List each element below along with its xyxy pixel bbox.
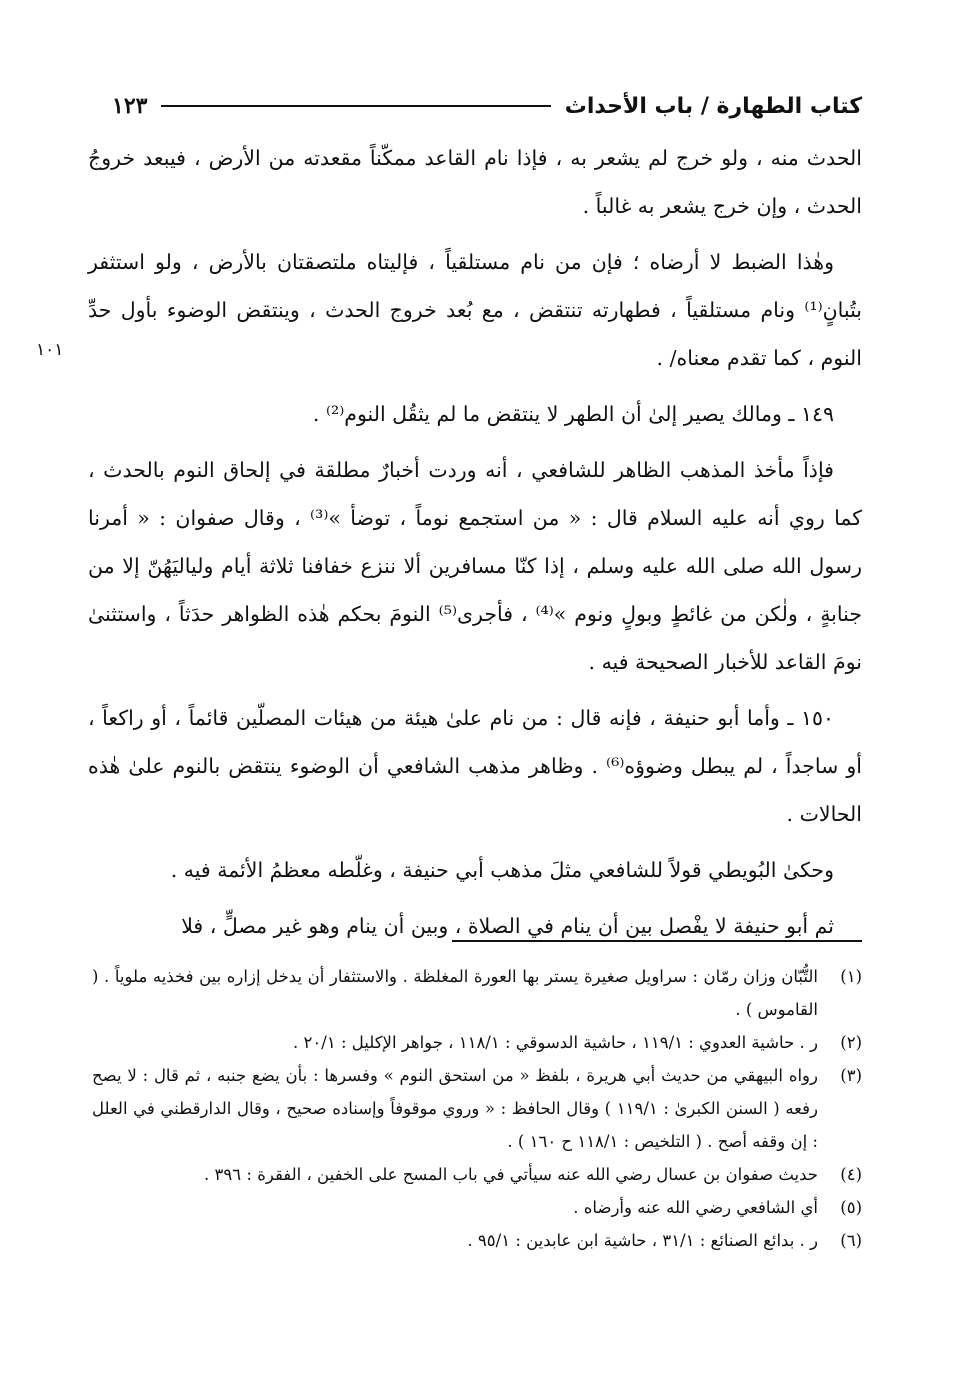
footnote — [92, 1158, 862, 1191]
footnote-number: (٤) — [840, 1165, 862, 1184]
page-header — [112, 86, 862, 126]
main-text — [88, 134, 862, 950]
running-title: كتاب الطهارة / باب الأحداث — [564, 93, 862, 119]
footnote-number: (٦) — [840, 1231, 862, 1250]
footnote-separator — [452, 940, 862, 942]
footnote-text: التُّبّان وزان رمّان : سراويل صغيرة يستر بها العورة المغلظة . والاستثفار أن يدخل إزاره بين فخذيه ملوياً . ( القاموس ) . — [92, 967, 818, 1019]
footnote — [92, 1026, 862, 1059]
paragraph-150: ١٥٠ ـ وأما أبو حنيفة ، فإنه قال : من نام علىٰ هيئة من هيئات المصلّين قائماً ، أو راكعاً ، أو ساجداً ، لم يبطل وضوؤه⁽⁶⁾ . وظاهر مذهب الشافعي أن الوضوء ينتقض بالنوم علىٰ هٰذه الحالات . — [88, 706, 862, 826]
paragraph: فإذاً مأخذ المذهب الظاهر للشافعي ، أنه وردت أخبارٌ مطلقة في إلحاق النوم بالحدث ، كما روي أنه عليه السلام قال : « من استجمع نوماً ، توضأ »⁽³⁾ ، وقال صفوان : « أمرنا رسول الله صلى الله عليه وسلم ، إذا كنّا مسافرين ألا ننزع خفافنا ثلاثة أيام ولياليَهُنّ إلا من جنابةٍ ، ولٰكن من غائطٍ وبولٍ ونوم »⁽⁴⁾ ، فأجرى⁽⁵⁾ النومَ بحكم هٰذه الظواهر حدَثاً ، واستثنىٰ نومَ القاعد للأخبار الصحيحة فيه . — [88, 458, 862, 674]
footnote-text: ر . بدائع الصنائع : ٣١/١ ، حاشية ابن عابدين : ٩٥/١ . — [467, 1231, 818, 1250]
footnote — [92, 960, 862, 1026]
footnote — [92, 1224, 862, 1257]
page-number: ١٢٣ — [112, 93, 148, 119]
paragraph: وحكىٰ البُويطي قولاً للشافعي مثلَ مذهب أبي حنيفة ، وغلّطه معظمُ الأئمة فيه . — [170, 858, 834, 882]
footnotes — [92, 960, 862, 1257]
paragraph-149: ١٤٩ ـ ومالك يصير إلىٰ أن الطهر لا ينتقض ما لم يثقُل النوم⁽²⁾ . — [312, 402, 834, 426]
footnote — [92, 1191, 862, 1224]
footnote-text: رواه البيهقي من حديث أبي هريرة ، بلفظ « من استحق النوم » وفسرها : بأن يضع جنبه ، ثم قال : لا يصح رفعه ( السنن الكبرىٰ : ١١٩/١ ) وقال الحافظ : « وروي موقوفاً وإسناده صحيح ، وقال الدارقطني في العلل : إن وقفه أصح . ( التلخيص : ١١٨/١ ح ١٦٠ ) . — [92, 1066, 819, 1151]
footnote-number: (٥) — [840, 1198, 862, 1217]
footnote-text: أي الشافعي رضي الله عنه وأرضاه . — [573, 1198, 818, 1217]
footnote-text: ر . حاشية العدوي : ١١٩/١ ، حاشية الدسوقي : ١١٨/١ ، جواهر الإكليل : ٢٠/١ . — [293, 1033, 818, 1052]
footnote — [92, 1059, 862, 1158]
footnote-number: (٣) — [840, 1066, 862, 1085]
paragraph: الحدث منه ، ولو خرج لم يشعر به ، فإذا نام القاعد ممكّناً مقعدته من الأرض ، فيبعد خروجُ الحدث ، وإن خرج يشعر به غالباً . — [88, 146, 862, 218]
footnote-number: (٢) — [840, 1033, 862, 1052]
header-rule — [161, 105, 550, 107]
paragraph: وهٰذا الضبط لا أرضاه ؛ فإن من نام مستلقياً ، فإليتاه ملتصقتان بالأرض ، ولو استثفر بتُبانٍ⁽¹⁾ ونام مستلقياً ، فطهارته تنتقض ، مع بُعد خروج الحدث ، وينتقض الوضوء بأول حدِّ النوم ، كما تقدم معناه/ . — [88, 250, 862, 370]
footnote-number: (١) — [840, 967, 862, 986]
paragraph: ثم أبو حنيفة لا يفْصل بين أن ينام في الصلاة ، وبين أن ينام وهو غير مصلٍّ ، فلا — [181, 914, 834, 938]
footnote-text: حديث صفوان بن عسال رضي الله عنه سيأتي في باب المسح على الخفين ، الفقرة : ٣٩٦ . — [204, 1165, 818, 1184]
margin-page-reference: ١٠١ — [36, 340, 64, 360]
